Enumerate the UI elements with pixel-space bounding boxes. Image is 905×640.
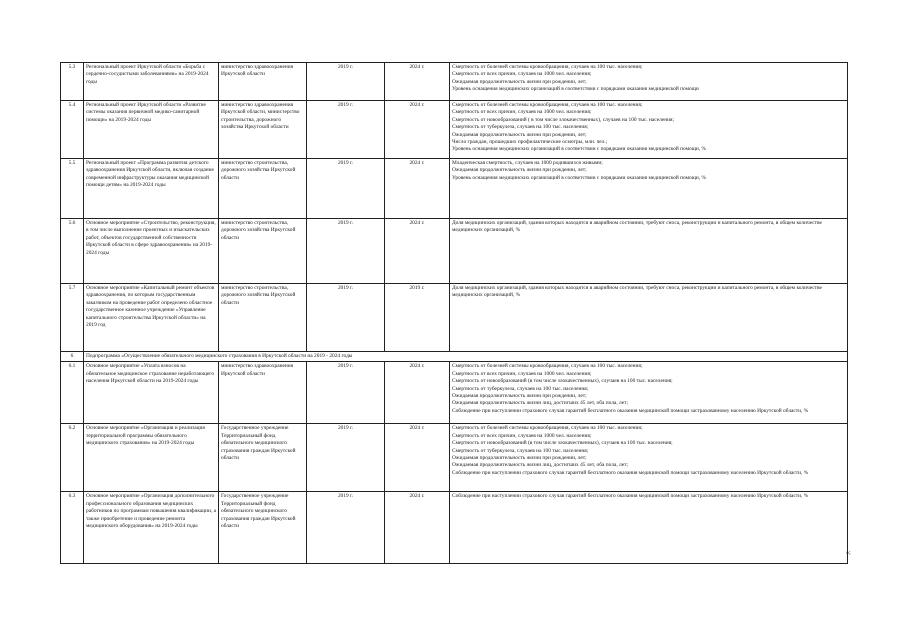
- table-row: [61, 101, 848, 159]
- indicator-item: Уровень оснащения медицинских организаций в соответствии с порядками оказания медицинской помощи: [452, 86, 699, 93]
- start-year: 2019 г.: [307, 424, 385, 492]
- event-name: Основное мероприятие «Уплата взносов на обязательное медицинское страхование неработающего населения Иркутской области на 2019-2024 годы: [84, 362, 219, 424]
- indicator-item: Смертность от болезней системы кровообращения, случаев на 100 тыс. населения;: [452, 64, 643, 70]
- indicator-item: Ожидаемая продолжительность жизни при рождении, лет;: [452, 455, 587, 462]
- table-row: [61, 424, 848, 492]
- table-body-section-5: [61, 63, 848, 352]
- indicator-item: Ожидаемая продолжительность жизни лиц, достигших 45 лет, оба пола, лет;: [452, 400, 628, 407]
- end-year: 2024 г.: [385, 362, 450, 424]
- table-body-section-6-header: [61, 352, 848, 362]
- indicator-item: Соблюдение при наступлении страхового случая гарантий бесплатного оказания медицинской помощи застрахованному населению Иркутской области, %: [452, 469, 809, 476]
- indicator-item: Доля медицинских организаций, здания которых находятся в аварийном состоянии, требуют сноса, реконструкции и капитального ремонта, в общем количестве медицинских организаций, %: [452, 220, 822, 234]
- table-row: [61, 492, 848, 564]
- indicators: [450, 492, 848, 564]
- executor: Государственное учреждение Территориальный фонд обязательного медицинского страхования граждан Иркутской области: [219, 492, 307, 564]
- indicator-item: Смертность от всех причин, случаев на 1000 чел. населения;: [452, 109, 592, 116]
- row-number: 5.4: [61, 101, 84, 159]
- executor: министерство здравоохранения Иркутской области: [219, 63, 307, 101]
- indicator-item: Уровень оснащения медицинских организаций в соответствии с порядками оказания медицинской помощи, %: [452, 174, 706, 181]
- indicator-item: Ожидаемая продолжительность жизни лиц, достигших 45 лет, оба пола, лет;: [452, 462, 628, 469]
- row-number: 5.6: [61, 219, 84, 284]
- section-number: 6: [61, 352, 84, 362]
- row-number: 6.2: [61, 424, 84, 492]
- executor: Государственное учреждение Территориальный фонд обязательного медицинского страхования граждан Иркутской области: [219, 424, 307, 492]
- indicator-item: Младенческая смертность, случаев на 1000 родившихся живыми;: [452, 160, 603, 166]
- executor: министерство строительства, дорожного хозяйства Иркутской области: [219, 159, 307, 219]
- section-row: [61, 352, 848, 362]
- indicator-item: Ожидаемая продолжительность жизни при рождении, лет;: [452, 131, 587, 138]
- start-year: 2019 г.: [307, 284, 385, 352]
- stray-mark: »;: [846, 550, 851, 556]
- end-year: 2024 г.: [385, 492, 450, 564]
- table-row: [61, 63, 848, 101]
- event-name: Региональный проект Иркутской области «Борьба с сердечно-сосудистыми заболеваниями» на 2019-2024 годы: [84, 63, 219, 101]
- table-body-section-6: [61, 362, 848, 564]
- indicator-item: Соблюдение при наступлении страхового случая гарантий бесплатного оказания медицинской помощи застрахованному населению Иркутской области, %: [452, 407, 809, 414]
- start-year: 2019 г.: [307, 219, 385, 284]
- event-name: Региональный проект «Программа развития детского здравоохранения Иркутской области, включая создание современной инфраструктуры оказания медицинской помощи детям» на 2019-2024 годы: [84, 159, 219, 219]
- executor: министерство строительства, дорожного хозяйства Иркутской области: [219, 284, 307, 352]
- executor: министерство здравоохранения Иркутской области: [219, 362, 307, 424]
- indicator-item: Смертность от туберкулеза, случаев на 100 тыс. населения;: [452, 124, 589, 131]
- indicator-item: Смертность от всех причин, случаев на 1000 чел. населения;: [452, 370, 592, 377]
- program-table-page: [60, 62, 847, 564]
- start-year: 2019 г.: [307, 362, 385, 424]
- indicator-item: Смертность от болезней системы кровообращения, случаев на 100 тыс. населения;: [452, 425, 643, 432]
- table-row: [61, 219, 848, 284]
- indicator-item: Соблюдение при наступлении страхового случая гарантий бесплатного оказания медицинской помощи застрахованному населению Иркутской области, %: [452, 493, 809, 500]
- indicators: [450, 63, 848, 101]
- row-number: 6.1: [61, 362, 84, 424]
- end-year: 2024 г.: [385, 219, 450, 284]
- indicator-item: Смертность от туберкулеза, случаев на 100 тыс. населения;: [452, 385, 589, 392]
- section-title: Подпрограмма «Осуществление обязательного медицинского страхования в Иркутской области на 2019 - 2024 годы: [84, 352, 848, 362]
- indicator-item: Смертность от болезней системы кровообращения, случаев на 100 тыс. населения;: [452, 363, 643, 370]
- end-year: 2024 г.: [385, 159, 450, 219]
- indicator-item: Смертность от новообразований (в том числе злокачественных), случаев на 100 тыс. населения;: [452, 440, 673, 447]
- executor: министерство здравоохранения Иркутской области, министерство строительства, дорожного хозяйства Иркутской области: [219, 101, 307, 159]
- start-year: 2019 г.: [307, 101, 385, 159]
- event-name: Основное мероприятие «Строительство, реконструкция, в том числе выполнение проектных и изыскательских работ, объектов государственной собственности Иркутской области в сфере здравоохранения» на 2019-2024 годы: [84, 219, 219, 284]
- indicators: [450, 159, 848, 219]
- event-name: Основное мероприятие «Организация и реализация территориальной программы обязательного медицинского страхования» на 2019-2024 годы: [84, 424, 219, 492]
- event-name: Основное мероприятие «Капитальный ремонт объектов здравоохранения, по которым государственным заказчиком на проведение работ определено областное государственное казенное учреждение «Управление капитального строительства Иркутской области» на 2019 год: [84, 284, 219, 352]
- indicators: [450, 362, 848, 424]
- indicator-item: Смертность от новообразований ( в том числе злокачественных), случаев на 100 тыс. населения;: [452, 116, 674, 123]
- start-year: 2019 г.: [307, 159, 385, 219]
- indicator-item: Ожидаемая продолжительность жизни при рождении, лет;: [452, 393, 587, 400]
- end-year: 2024 г.: [385, 424, 450, 492]
- row-number: 5.7: [61, 284, 84, 352]
- indicators: [450, 284, 848, 352]
- indicator-item: Смертность от всех причин, случаев на 1000 чел. населения;: [452, 71, 592, 78]
- table-row: [61, 362, 848, 424]
- table-row: [61, 284, 848, 352]
- row-number: 5.3: [61, 63, 84, 101]
- start-year: 2019 г.: [307, 492, 385, 564]
- indicator-item: Смертность от новообразований (в том числе злокачественных), случаев на 100 тыс. населения;: [452, 378, 673, 385]
- row-number: 6.3: [61, 492, 84, 564]
- event-name: Региональный проект Иркутской области «Развитие системы оказания первичной медико-санитарной помощи» на 2019-2024 годы: [84, 101, 219, 159]
- indicators: [450, 424, 848, 492]
- indicators: [450, 101, 848, 159]
- indicator-item: Уровень оснащения медицинских организаций в соответствии с порядками оказания медицинской помощи, %: [452, 146, 706, 153]
- table-row: [61, 159, 848, 219]
- program-table: [60, 62, 848, 564]
- indicator-item: Ожидаемая продолжительность жизни при рождении, лет;: [452, 167, 587, 174]
- executor: министерство строительства, дорожного хозяйства Иркутской области: [219, 219, 307, 284]
- indicator-item: Ожидаемая продолжительность жизни при рождении, лет;: [452, 78, 587, 85]
- indicator-item: Смертность от всех причин, случаев на 1000 чел. населения;: [452, 432, 592, 439]
- indicator-item: Доля медицинских организаций, здания которых находятся в аварийном состоянии, требуют сноса, реконструкции и капитального ремонта, в общем количестве медицинских организаций, %: [452, 285, 822, 299]
- indicators: [450, 219, 848, 284]
- end-year: 2024 г.: [385, 63, 450, 101]
- end-year: 2019 г.: [385, 284, 450, 352]
- end-year: 2024 г.: [385, 101, 450, 159]
- start-year: 2019 г.: [307, 63, 385, 101]
- indicator-item: Смертность от болезней системы кровообращения, случаев на 100 тыс. населения;: [452, 102, 643, 108]
- indicator-item: Смертность от туберкулеза, случаев на 100 тыс. населения;: [452, 447, 589, 454]
- indicator-item: Число граждан, прошедших профилактические осмотры, млн. чел.;: [452, 139, 608, 146]
- row-number: 5.5: [61, 159, 84, 219]
- event-name: Основное мероприятие «Организация дополнительного профессионального образования медицинских работников по программам повышения квалификации, а также приобретение и проведение ремонта медицинского оборудования» на 2019-2024 годы: [84, 492, 219, 564]
